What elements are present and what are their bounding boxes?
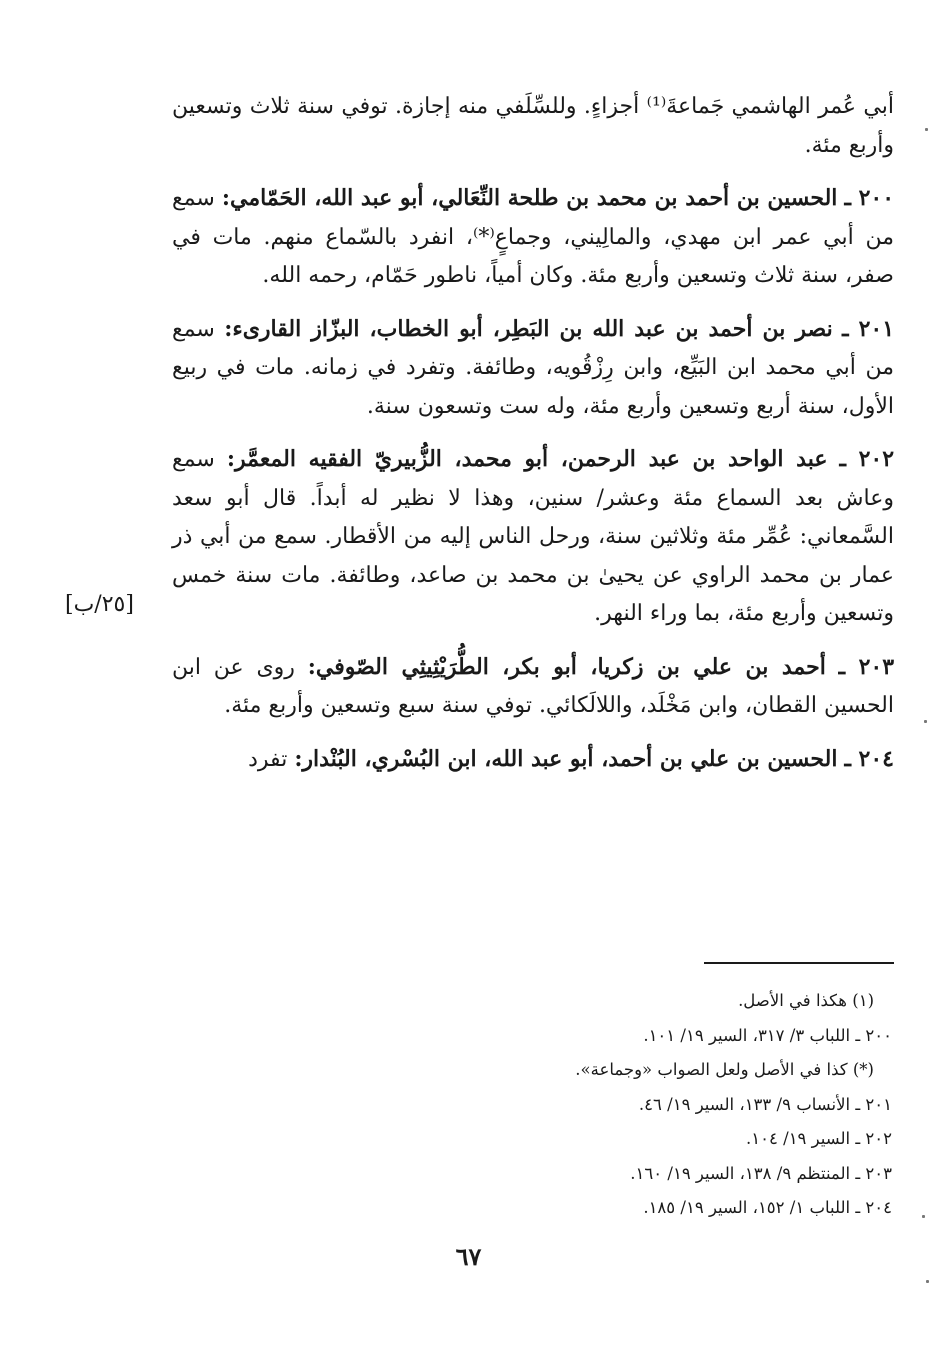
entry-heading: الحسين بن علي بن أحمد، أبو عبد الله، ابن البُسْري، البُنْدار: [294,745,838,772]
entry-number: ٢٠٢ ـ [839,446,895,472]
entry-body: سمع وعاش بعد السماع مئة وعشر/ سنين، وهذا لا نظير له أبداً. قال أبو سعد السَّمعاني: عُمِّر مئة وثلاثين سنة، ورحل الناس إليه من الأقطار. سمع من أبي ذر عمار بن محمد الراوي عن يحيىٰ بن محمد بن صاعد، وطائفة. مات سنة خمس وتسعين وأربع مئة، بما وراء النهر. [172,447,894,626]
entry-number: ٢٠٠ ـ [844,185,895,211]
entry-heading: نصر بن أحمد بن عبد الله بن البَطِر، أبو الخطاب، البزّاز القارىء: [224,315,833,342]
entry-body: تفرد [248,746,288,772]
footnote-item: ٢٠٢ ـ السير ١٩/ ١٠٤. [746,1129,892,1148]
footnote-item: ٢٠٤ ـ اللباب ١/ ١٥٢، السير ١٩/ ١٨٥. [643,1198,892,1217]
entry-body: سمع من أبي عمر ابن مهدي، والمالِيني، وجماعٍ⁽*⁾، انفرد بالسّماع منهم. مات في صفر، سنة ثلاث وتسعين وأربع مئة. وكان أمياً، ناطور حَمّام، رحمه الله. [172,186,894,288]
footnote-item: ٢٠١ ـ الأنساب ٩/ ١٣٣، السير ١٩/ ٤٦. [638,1094,892,1114]
entry-number: ٢٠١ ـ [842,315,895,342]
entry-heading: الحسين بن أحمد بن محمد بن طلحة النِّعَالي، أبو عبد الله، الحَمّامي: [221,185,838,211]
entry-body: روى عن ابن الحسين القطان، وابن مَخْلَد، واللالَكائي. توفي سنة سبع وتسعين وأربع مئة. [172,654,894,718]
footnote-item: (*) كذا في الأصل ولعل الصواب «وجماعة». [575,1060,874,1079]
entry-body: سمع من أبي محمد ابن البَيِّع، وابن رِزْقُويه، وطائفة. وتفرد في زمانه. مات في ربيع الأول، سنة أربع وتسعين وأربع مئة، وله ست وتسعون سنة. [172,316,894,419]
paragraph-continuation [172,88,894,165]
entry-202 [172,440,894,634]
scan-speck [922,1215,925,1218]
scan-speck [926,1280,929,1283]
footnote-item: (١) هكذا في الأصل. [738,991,874,1010]
entry-number: ٢٠٤ ـ [844,745,894,772]
entry-number: ٢٠٣ ـ [838,653,895,680]
manuscript-folio-reference: [٢٥/ب] [65,592,134,617]
page-number: ٦٧ [455,1242,482,1271]
entry-203 [172,648,894,726]
scan-speck [925,128,928,131]
entry-201 [172,310,894,427]
paragraph-body: أبي عُمر الهاشمي جَماعةَ⁽¹⁾ أجزاءٍ. وللسِّلَفي منه إجازة. توفي سنة ثلاث وتسعين وأربع مئة. [172,94,895,158]
entry-200 [172,179,894,296]
entry-204 [172,740,894,780]
entry-heading: عبد الواحد بن عبد الرحمن، أبو محمد، الزُّبيريّ الفقيه المعمَّر: [226,446,828,472]
footnote-item: ٢٠٠ ـ اللباب ٣/ ٣١٧، السير ١٩/ ١٠١. [643,1025,892,1045]
footnote-separator [704,962,894,964]
scan-speck [924,720,927,723]
entry-heading: أحمد بن علي بن زكريا، أبو بكر، الطُّرَيْثِيثِي الصّوفي: [307,653,826,680]
main-text [172,88,894,793]
footnotes [420,984,892,1226]
footnote-item: ٢٠٣ ـ المنتظم ٩/ ١٣٨، السير ١٩/ ١٦٠. [630,1163,892,1183]
